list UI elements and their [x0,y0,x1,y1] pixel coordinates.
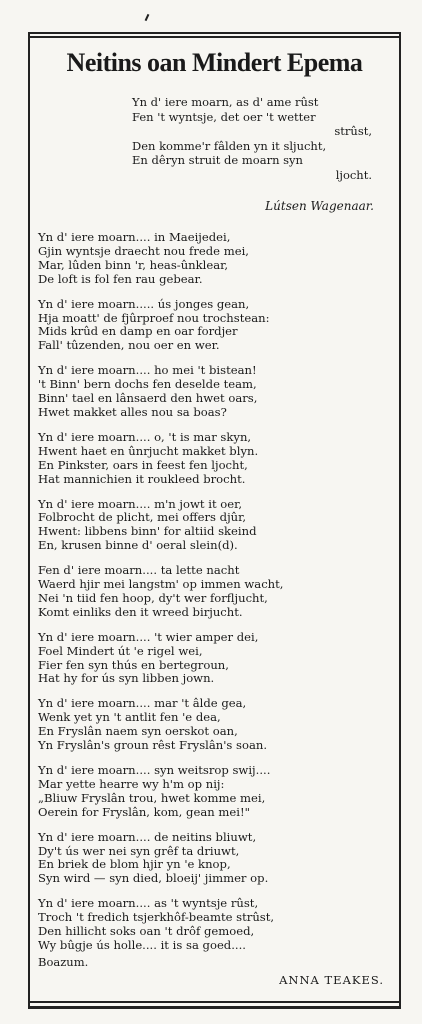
poem-body [38,231,393,964]
poem-line: En Pinkster, oars in feest fen ljocht, [38,457,248,472]
poem-line: Nei 'n tiid fen hoop, dy't wer forfljucht, [38,590,268,605]
poem-line: Komt einliks den it wreed birjucht. [38,604,243,619]
poem-line: Troch 't fredich tsjerkhôf-beamte strûst, [38,910,275,925]
poem-line: Den hillicht soks oan 't drôf gemoed, [38,924,255,939]
poem-line: Yn d' iere moarn.... in Maeijedei, [38,230,231,244]
stanza [38,631,393,687]
stanza [38,364,393,420]
poem-line: Yn d' iere moarn.... as 't wyntsje rûst, [38,896,259,911]
poem-line: 't Binn' bern dochs fen deselde team, [38,377,257,392]
poem-line: Waerd hjir mei langstm' op immen wacht, [38,577,284,592]
poem-line: Gjin wyntsje draecht nou frede mei, [38,243,249,258]
stanza [38,231,393,287]
ink-mark [145,14,150,21]
stanza [38,831,393,887]
poem-line: Mar yette hearre wy h'm op nij: [38,776,225,791]
poem-line: Yn d' iere moarn..... ús jonges gean, [38,296,250,311]
poem-line: Mar, lûden binn 'r, heas-ûnklear, [38,257,229,272]
poem-line: Foel Mindert út 'e rigel wei, [38,643,203,658]
stanza [38,564,393,620]
stanza [38,298,393,354]
poem-line: Wy bûgje ús holle.... it is sa goed.... [38,937,246,952]
poem-line: Yn d' iere moarn.... m'n jowt it oer, [38,496,243,511]
stanza [38,498,393,554]
poem-line: Hat mannichien it roukleed brocht. [38,471,246,486]
poem-line: Hja moatt' de fjûrproef nou trochstean: [38,310,270,325]
epigraph [132,95,372,183]
poem-line: Binn' tael en lânsaerd den hwet oars, [38,391,258,406]
article-title: Neitins oan Mindert Epema [66,48,363,77]
poem-line: Yn d' iere moarn.... de neitins bliuwt, [38,829,257,844]
poem-line: Yn d' iere moarn.... 't wier amper dei, [38,629,259,644]
epigraph-line: strûst, [334,124,372,139]
stanza [38,697,393,753]
poem-line: Hwet makket alles nou sa boas? [38,404,227,419]
poem-line: Yn d' iere moarn.... ho mei 't bistean! [38,363,257,378]
epigraph-line: Fen 't wyntsje, det oer 't wetter [132,109,316,124]
epigraph-line: En dêryn struit de moarn syn [132,153,303,168]
poem-line: Fen d' iere moarn.... ta lette nacht [38,563,240,578]
top-rule [28,32,401,38]
place-name: Boazum. [38,955,89,969]
poem-line: En Fryslân naem syn oerskot oan, [38,724,238,739]
poem-line: Oerein for Fryslân, kom, gean mei!" [38,804,250,819]
poem-line: Syn wird — syn died, bloeij' jimmer op. [38,871,269,886]
poem-line: En briek de blom hjir yn 'e knop, [38,857,231,872]
epigraph-author: Lútsen Wagenaar. [265,199,374,213]
poem-line: Folbrocht de plicht, mei offers djûr, [38,510,247,525]
stanza [38,897,393,953]
poem-line: Mids krûd en damp en oar fordjer [38,324,238,339]
poem-line: Yn Fryslân's groun rêst Fryslân's soan. [38,738,268,753]
poem-line: En, krusen binne d' oeral slein(d). [38,538,238,553]
epigraph-line: Den komme'r fâlden yn it sljucht, [132,138,327,153]
epigraph-line: ljocht. [335,167,372,182]
poem-line: Dy't ús wer nei syn grêf ta driuwt, [38,843,240,858]
poem-line: Yn d' iere moarn.... o, 't is mar skyn, [38,429,252,444]
poem-line: „Bliuw Fryslân trou, hwet komme mei, [38,790,266,805]
poem-line: Hwent: libbens binn' for altiid skeind [38,524,257,539]
author-signature: ANNA TEAKES. [279,973,384,987]
epigraph-line: Yn d' iere moarn, as d' ame rûst [132,95,319,109]
poem-line: Hwent haet en ûnrjucht makket blyn. [38,443,259,458]
stanza [38,764,393,820]
poem-line: Yn d' iere moarn.... syn weitsrop swij.... [38,763,271,777]
poem-line: Hat hy for ús syn libben jown. [38,671,215,686]
poem-line: Fall' tûzenden, nou oer en wer. [38,338,220,353]
poem-line: Wenk yet yn 't antlit fen 'e dea, [38,710,221,725]
stanza [38,431,393,487]
bottom-rule [28,1001,401,1009]
poem-line: Fier fen syn thús en bertegroun, [38,657,229,672]
poem-line: Yn d' iere moarn.... mar 't âlde gea, [38,696,247,711]
poem-line: De loft is fol fen rau gebear. [38,271,203,286]
